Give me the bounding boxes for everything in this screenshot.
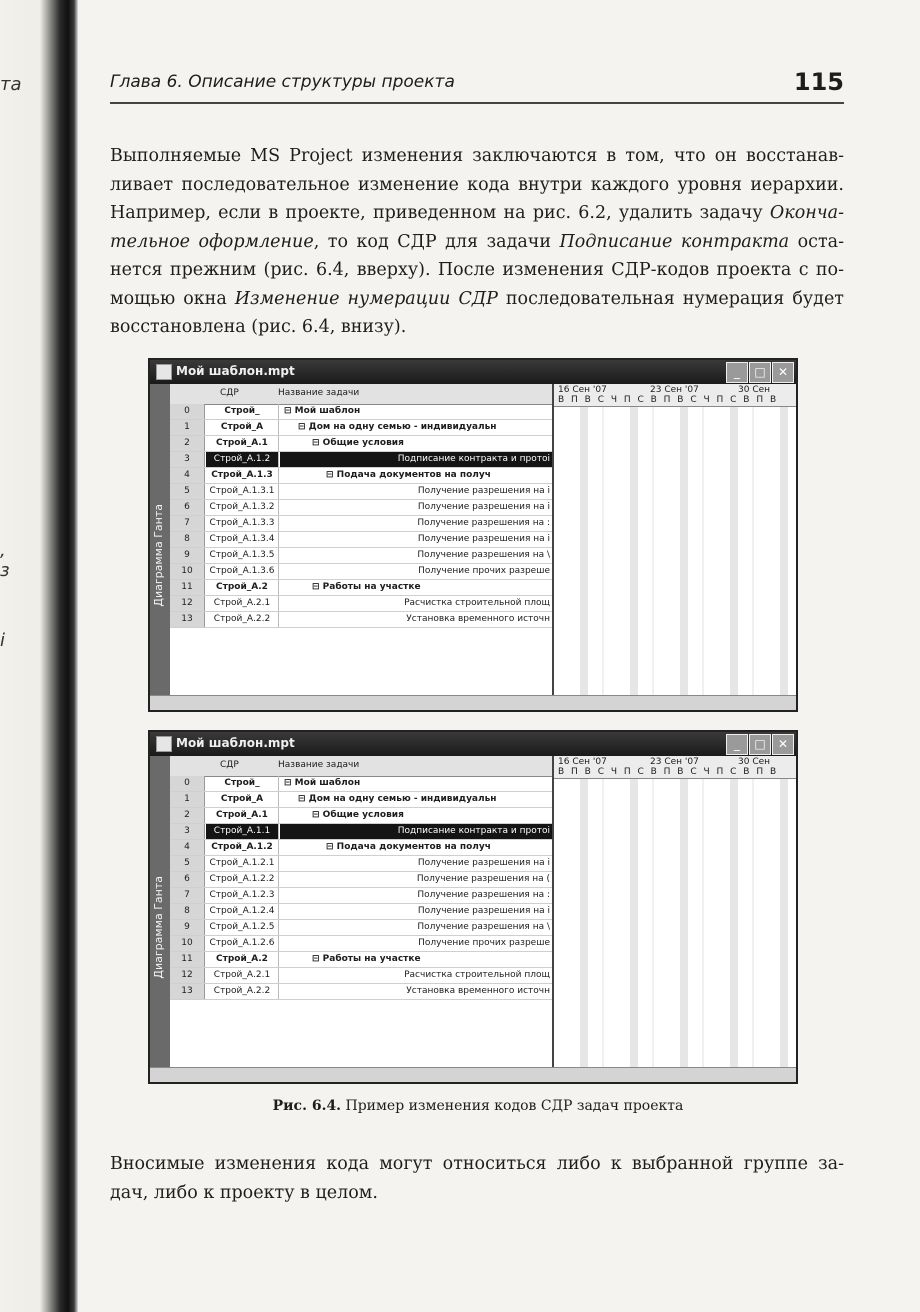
row-id[interactable]: 5 bbox=[170, 484, 205, 499]
task-name-cell[interactable]: Установка временного источн bbox=[406, 986, 550, 996]
table-row[interactable] bbox=[170, 532, 552, 548]
caption-label: Рис. 6.4. bbox=[272, 1098, 342, 1114]
text-line: ливает последовательное изменение кода внутри каждого уровня иерархии. bbox=[110, 174, 844, 195]
column-header-task-name[interactable]: Название задачи bbox=[278, 760, 360, 770]
task-name-cell[interactable]: ⊟ Дом на одну семью - индивидуальн bbox=[298, 422, 497, 432]
task-name-cell[interactable]: Установка временного источн bbox=[406, 614, 550, 624]
table-row[interactable] bbox=[170, 420, 552, 436]
task-name-cell[interactable]: ⊟ Подача документов на получ bbox=[326, 842, 491, 852]
task-name-cell[interactable]: Получение разрешения на і bbox=[417, 906, 550, 916]
row-id[interactable]: 0 bbox=[170, 776, 205, 791]
row-id[interactable]: 11 bbox=[170, 580, 205, 595]
timescale-header bbox=[554, 756, 796, 779]
table-row[interactable] bbox=[170, 596, 552, 612]
minimize-button[interactable]: _ bbox=[726, 362, 748, 383]
window-title: Мой шаблон.mpt bbox=[176, 736, 295, 750]
row-id[interactable]: 9 bbox=[170, 920, 205, 935]
row-id[interactable]: 12 bbox=[170, 596, 205, 611]
margin-fragment: з bbox=[0, 560, 10, 581]
task-name-cell[interactable]: Получение разрешения на і bbox=[417, 534, 550, 544]
wbs-cell[interactable]: Строй_А.1.2 bbox=[206, 840, 279, 855]
table-row[interactable] bbox=[170, 808, 552, 824]
week-label: 23 Сен '07 bbox=[650, 385, 699, 395]
table-row[interactable] bbox=[170, 968, 552, 984]
timescale-header bbox=[554, 384, 796, 407]
row-id[interactable]: 7 bbox=[170, 888, 205, 903]
row-id[interactable]: 9 bbox=[170, 548, 205, 563]
task-name-cell[interactable]: Получение разрешения на \ bbox=[417, 922, 550, 932]
gantt-chart[interactable] bbox=[552, 756, 796, 1068]
row-id[interactable]: 1 bbox=[170, 792, 205, 807]
table-row[interactable] bbox=[170, 952, 552, 968]
wbs-cell[interactable]: Строй_А.2 bbox=[206, 580, 279, 595]
margin-fragment: і bbox=[0, 630, 6, 651]
day-labels: В П В С Ч П С В П В С Ч П С В П В bbox=[558, 395, 779, 405]
row-id[interactable]: 0 bbox=[170, 404, 205, 419]
week-label: 16 Сен '07 bbox=[558, 757, 607, 767]
close-button[interactable]: ✕ bbox=[772, 362, 794, 383]
wbs-cell[interactable]: Строй_А.1.3.4 bbox=[206, 532, 279, 547]
table-header bbox=[170, 756, 552, 777]
table-row[interactable] bbox=[170, 856, 552, 872]
wbs-cell[interactable]: Строй_А.2.2 bbox=[206, 612, 279, 627]
wbs-cell[interactable]: Строй_А.1.3.5 bbox=[206, 548, 279, 563]
row-id[interactable]: 11 bbox=[170, 952, 205, 967]
page-header bbox=[110, 68, 844, 104]
wbs-cell[interactable]: Строй_А.1.2.4 bbox=[206, 904, 279, 919]
row-id[interactable]: 12 bbox=[170, 968, 205, 983]
wbs-cell[interactable]: Строй_А.2.2 bbox=[206, 984, 279, 999]
text-line: восстановлена (рис. 6.4, внизу). bbox=[110, 317, 407, 337]
task-name-cell[interactable]: Расчистка строительной площ bbox=[404, 970, 550, 980]
task-name-cell[interactable]: ⊟ Дом на одну семью - индивидуальн bbox=[298, 794, 497, 804]
row-id[interactable]: 6 bbox=[170, 500, 205, 515]
table-row[interactable] bbox=[170, 452, 552, 468]
table-row[interactable] bbox=[170, 776, 552, 792]
table-row[interactable] bbox=[170, 404, 552, 420]
wbs-cell[interactable]: Строй_А bbox=[206, 420, 279, 435]
horizontal-scrollbar[interactable] bbox=[150, 695, 796, 710]
wbs-cell[interactable]: Строй_А.1.3 bbox=[206, 468, 279, 483]
row-id[interactable]: 8 bbox=[170, 532, 205, 547]
horizontal-scrollbar[interactable] bbox=[150, 1067, 796, 1082]
margin-fragment: та bbox=[0, 74, 22, 95]
text-line: Например, если в проекте, приведенном на рис. 6.2, удалить задачу bbox=[110, 203, 770, 223]
task-name-cell[interactable]: ⊟ Работы на участке bbox=[312, 954, 421, 964]
wbs-cell[interactable]: Строй_А.1.2.6 bbox=[206, 936, 279, 951]
maximize-button[interactable]: □ bbox=[749, 734, 771, 755]
book-spine-shadow bbox=[0, 0, 78, 1312]
page-number: 115 bbox=[793, 68, 844, 96]
wbs-cell[interactable]: Строй_А.1.2.5 bbox=[206, 920, 279, 935]
table-row[interactable] bbox=[170, 516, 552, 532]
task-name-cell[interactable]: Получение разрешения на ( bbox=[416, 874, 550, 884]
text-line: мощью окна bbox=[110, 288, 235, 309]
wbs-cell[interactable]: Строй_А.1 bbox=[206, 808, 279, 823]
row-id[interactable]: 2 bbox=[170, 436, 205, 451]
task-name-cell[interactable]: ⊟ Общие условия bbox=[312, 810, 404, 820]
table-row[interactable] bbox=[170, 792, 552, 808]
figure-caption bbox=[148, 1098, 808, 1114]
row-id[interactable]: 3 bbox=[170, 824, 205, 839]
gantt-chart[interactable] bbox=[552, 384, 796, 696]
paragraph-2 bbox=[110, 1150, 844, 1207]
week-label: 16 Сен '07 bbox=[558, 385, 607, 395]
view-bar[interactable] bbox=[150, 756, 170, 1068]
task-name-cell[interactable]: Получение разрешения на і bbox=[417, 486, 550, 496]
italic-term: тельное оформление bbox=[110, 231, 314, 252]
column-header-task-name[interactable]: Название задачи bbox=[278, 388, 360, 398]
task-name-cell[interactable]: Расчистка строительной площ bbox=[404, 598, 550, 608]
view-bar-label: Диаграмма Ганта bbox=[152, 504, 165, 607]
task-name-cell[interactable]: Подписание контракта и протоі bbox=[280, 452, 552, 467]
row-id[interactable]: 8 bbox=[170, 904, 205, 919]
paragraph-1 bbox=[110, 142, 844, 342]
table-row[interactable] bbox=[170, 840, 552, 856]
column-header-wbs[interactable]: СДР bbox=[220, 388, 239, 398]
wbs-cell[interactable]: Строй_А.1.2.1 bbox=[206, 856, 279, 871]
text-line: дач, либо к проекту в целом. bbox=[110, 1182, 378, 1203]
italic-term: Подписание контракта bbox=[559, 231, 790, 252]
wbs-cell[interactable]: Строй_А.1.2.3 bbox=[206, 888, 279, 903]
table-row[interactable] bbox=[170, 888, 552, 904]
view-bar-label: Диаграмма Ганта bbox=[152, 876, 165, 979]
text-line: Вносимые изменения кода могут относиться либо к выбранной группе за- bbox=[110, 1154, 844, 1174]
text-line: нется прежним (рис. 6.4, вверху). После изменения СДР-кодов проекта с по- bbox=[110, 260, 844, 280]
margin-fragment: , bbox=[0, 540, 6, 561]
row-id[interactable]: 13 bbox=[170, 984, 205, 999]
row-id[interactable]: 10 bbox=[170, 936, 205, 951]
task-name-cell[interactable]: ⊟ Мой шаблон bbox=[284, 778, 361, 788]
table-row[interactable] bbox=[170, 904, 552, 920]
row-id[interactable]: 4 bbox=[170, 840, 205, 855]
row-id[interactable]: 1 bbox=[170, 420, 205, 435]
text-line: , то код СДР для задачи bbox=[313, 231, 560, 252]
week-label: 30 Сен bbox=[738, 385, 771, 395]
table-row[interactable] bbox=[170, 484, 552, 500]
week-label: 30 Сен bbox=[738, 757, 771, 767]
wbs-cell[interactable]: Строй_А.2 bbox=[206, 952, 279, 967]
text-line: оста- bbox=[789, 231, 844, 252]
wbs-cell[interactable]: Строй_А.1 bbox=[206, 436, 279, 451]
table-row[interactable] bbox=[170, 500, 552, 516]
wbs-cell[interactable]: Строй_А bbox=[206, 792, 279, 807]
task-name-cell[interactable]: ⊟ Подача документов на получ bbox=[326, 470, 491, 480]
task-name-cell[interactable]: Получение разрешения на : bbox=[417, 890, 550, 900]
table-row[interactable] bbox=[170, 436, 552, 452]
table-header bbox=[170, 384, 552, 405]
wbs-cell[interactable]: Строй_А.1.3.3 bbox=[206, 516, 279, 531]
window-title: Мой шаблон.mpt bbox=[176, 364, 295, 378]
task-name-cell[interactable]: Подписание контракта и протоі bbox=[280, 824, 552, 839]
task-table bbox=[170, 384, 552, 696]
project-file-icon bbox=[156, 736, 172, 752]
wbs-cell[interactable]: Строй_А.1.2.2 bbox=[206, 872, 279, 887]
wbs-cell[interactable]: Строй_А.1.3.1 bbox=[206, 484, 279, 499]
table-row[interactable] bbox=[170, 920, 552, 936]
table-row[interactable] bbox=[170, 580, 552, 596]
table-row[interactable] bbox=[170, 564, 552, 580]
task-name-cell[interactable]: ⊟ Общие условия bbox=[312, 438, 404, 448]
row-id[interactable]: 5 bbox=[170, 856, 205, 871]
text-line: последовательная нумерация будет bbox=[497, 288, 844, 309]
task-name-cell[interactable]: Получение прочих разреше bbox=[418, 938, 550, 948]
table-row[interactable] bbox=[170, 984, 552, 1000]
minimize-button[interactable]: _ bbox=[726, 734, 748, 755]
italic-term: Оконча- bbox=[769, 203, 844, 223]
project-file-icon bbox=[156, 364, 172, 380]
row-id[interactable]: 6 bbox=[170, 872, 205, 887]
wbs-cell[interactable]: Строй_ bbox=[206, 776, 279, 791]
project-window-before bbox=[148, 358, 798, 712]
table-row[interactable] bbox=[170, 824, 552, 840]
week-label: 23 Сен '07 bbox=[650, 757, 699, 767]
wbs-cell[interactable]: Строй_А.1.1 bbox=[206, 824, 279, 839]
table-row[interactable] bbox=[170, 872, 552, 888]
text-line: Выполняемые MS Project изменения заключаются в том, что он восстанав- bbox=[110, 146, 844, 166]
window-titlebar[interactable] bbox=[150, 360, 796, 384]
task-name-cell[interactable]: ⊟ Мой шаблон bbox=[284, 406, 361, 416]
row-id[interactable]: 4 bbox=[170, 468, 205, 483]
row-id[interactable]: 7 bbox=[170, 516, 205, 531]
window-titlebar[interactable] bbox=[150, 732, 796, 756]
view-bar[interactable] bbox=[150, 384, 170, 696]
task-name-cell[interactable]: ⊟ Работы на участке bbox=[312, 582, 421, 592]
column-header-wbs[interactable]: СДР bbox=[220, 760, 239, 770]
task-name-cell[interactable]: Получение разрешения на і bbox=[417, 502, 550, 512]
close-button[interactable]: ✕ bbox=[772, 734, 794, 755]
task-name-cell[interactable]: Получение разрешения на \ bbox=[417, 550, 550, 560]
task-name-cell[interactable]: Получение прочих разреше bbox=[418, 566, 550, 576]
italic-term: Изменение нумерации СДР bbox=[234, 288, 498, 309]
table-row[interactable] bbox=[170, 548, 552, 564]
row-id[interactable]: 3 bbox=[170, 452, 205, 467]
wbs-cell[interactable]: Строй_А.2.1 bbox=[206, 596, 279, 611]
wbs-cell[interactable]: Строй_А.1.3.2 bbox=[206, 500, 279, 515]
wbs-cell[interactable]: Строй_А.2.1 bbox=[206, 968, 279, 983]
wbs-cell[interactable]: Строй_А.1.3.6 bbox=[206, 564, 279, 579]
wbs-cell[interactable]: Строй_ bbox=[206, 404, 279, 419]
caption-text: Пример изменения кодов СДР задач проекта bbox=[341, 1098, 684, 1114]
task-table bbox=[170, 756, 552, 1068]
table-row[interactable] bbox=[170, 612, 552, 628]
table-row[interactable] bbox=[170, 936, 552, 952]
wbs-cell[interactable]: Строй_А.1.2 bbox=[206, 452, 279, 467]
task-name-cell[interactable]: Получение разрешения на : bbox=[417, 518, 550, 528]
day-labels: В П В С Ч П С В П В С Ч П С В П В bbox=[558, 767, 779, 777]
task-name-cell[interactable]: Получение разрешения на і bbox=[417, 858, 550, 868]
row-id[interactable]: 2 bbox=[170, 808, 205, 823]
table-row[interactable] bbox=[170, 468, 552, 484]
row-id[interactable]: 10 bbox=[170, 564, 205, 579]
row-id[interactable]: 13 bbox=[170, 612, 205, 627]
maximize-button[interactable]: □ bbox=[749, 362, 771, 383]
project-window-after bbox=[148, 730, 798, 1084]
chapter-title: Глава 6. Описание структуры проекта bbox=[110, 72, 455, 92]
